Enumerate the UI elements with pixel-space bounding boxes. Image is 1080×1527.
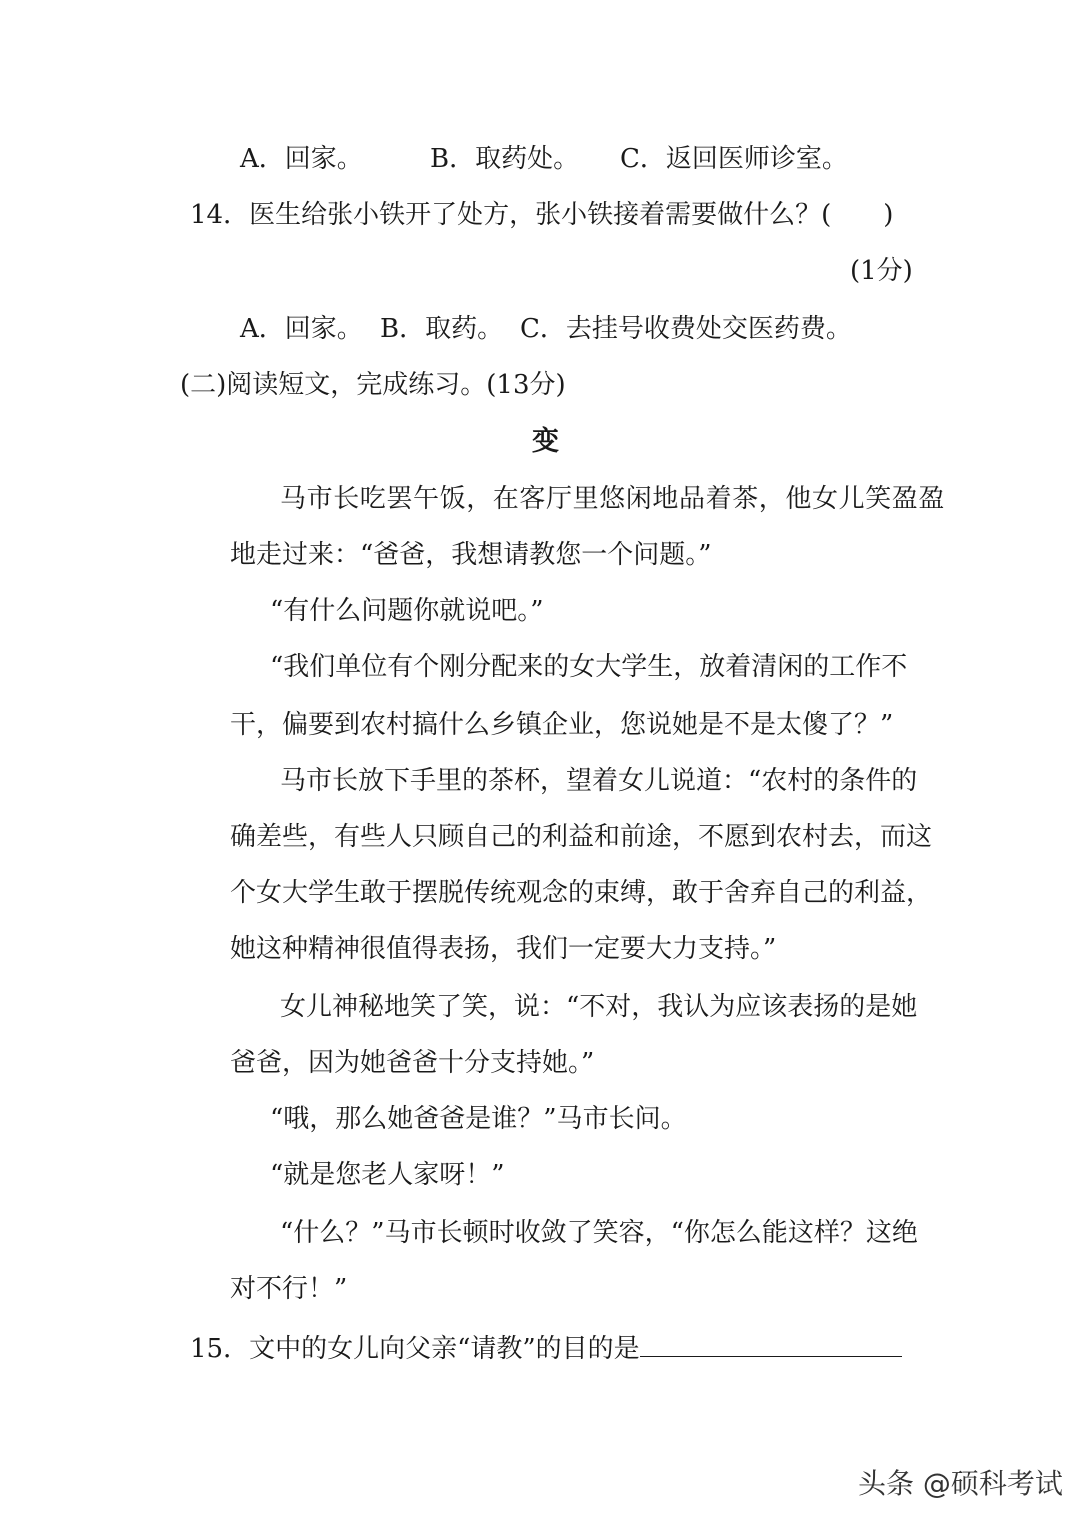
q14-option-a: A．回家。 xyxy=(240,314,363,344)
passage-line: “有什么问题你就说吧。” xyxy=(270,596,544,626)
q14-question: 14．医生给张小铁开了处方，张小铁接着需要做什么？( ) xyxy=(190,200,894,230)
passage-line: 干，偏要到农村搞什么乡镇企业，您说她是不是太傻了？” xyxy=(230,710,894,740)
q13-option-c: C．返回医师诊室。 xyxy=(620,144,848,174)
passage-line: 对不行！” xyxy=(230,1274,348,1304)
q15-question xyxy=(190,1334,902,1362)
passage-line: 马市长吃罢午饭，在客厅里悠闲地品着茶，他女儿笑盈盈 xyxy=(280,484,946,514)
passage-line: “我们单位有个刚分配来的女大学生，放着清闲的工作不 xyxy=(270,652,908,682)
passage-title: 变 xyxy=(532,426,559,457)
q15-question-text: 15．文中的女儿向父亲“请教”的目的是 xyxy=(190,1334,640,1364)
passage-line: 她这种精神很值得表扬，我们一定要大力支持。” xyxy=(230,934,777,964)
q15-answer-blank[interactable] xyxy=(640,1334,902,1357)
passage-line: 地走过来：“爸爸，我想请教您一个问题。” xyxy=(230,540,712,570)
passage-line: “什么？”马市长顿时收敛了笑容，“你怎么能这样？这绝 xyxy=(280,1218,918,1248)
q14-option-c: C．去挂号收费处交医药费。 xyxy=(520,314,852,344)
passage-line: 女儿神秘地笑了笑，说：“不对，我认为应该表扬的是她 xyxy=(280,992,918,1022)
q13-option-b: B．取药处。 xyxy=(430,144,580,174)
q14-score: (1分) xyxy=(850,256,913,286)
passage-line: 个女大学生敢于摆脱传统观念的束缚，敢于舍弃自己的利益， xyxy=(230,878,933,908)
passage-line: 爸爸，因为她爸爸十分支持她。” xyxy=(230,1048,595,1078)
q13-option-a: A．回家。 xyxy=(240,144,363,174)
passage-line: 马市长放下手里的茶杯，望着女儿说道：“农村的条件的 xyxy=(280,766,918,796)
passage-line: 确差些，有些人只顾自己的利益和前途，不愿到农村去，而这 xyxy=(230,822,933,852)
passage-line: “哦，那么她爸爸是谁？”马市长问。 xyxy=(270,1104,687,1134)
section-heading: (二)阅读短文，完成练习。(13分) xyxy=(180,370,566,400)
passage-line: “就是您老人家呀！” xyxy=(270,1160,505,1190)
q14-option-b: B．取药。 xyxy=(380,314,504,344)
watermark: 头条 @硕科考试 xyxy=(858,1467,1063,1500)
